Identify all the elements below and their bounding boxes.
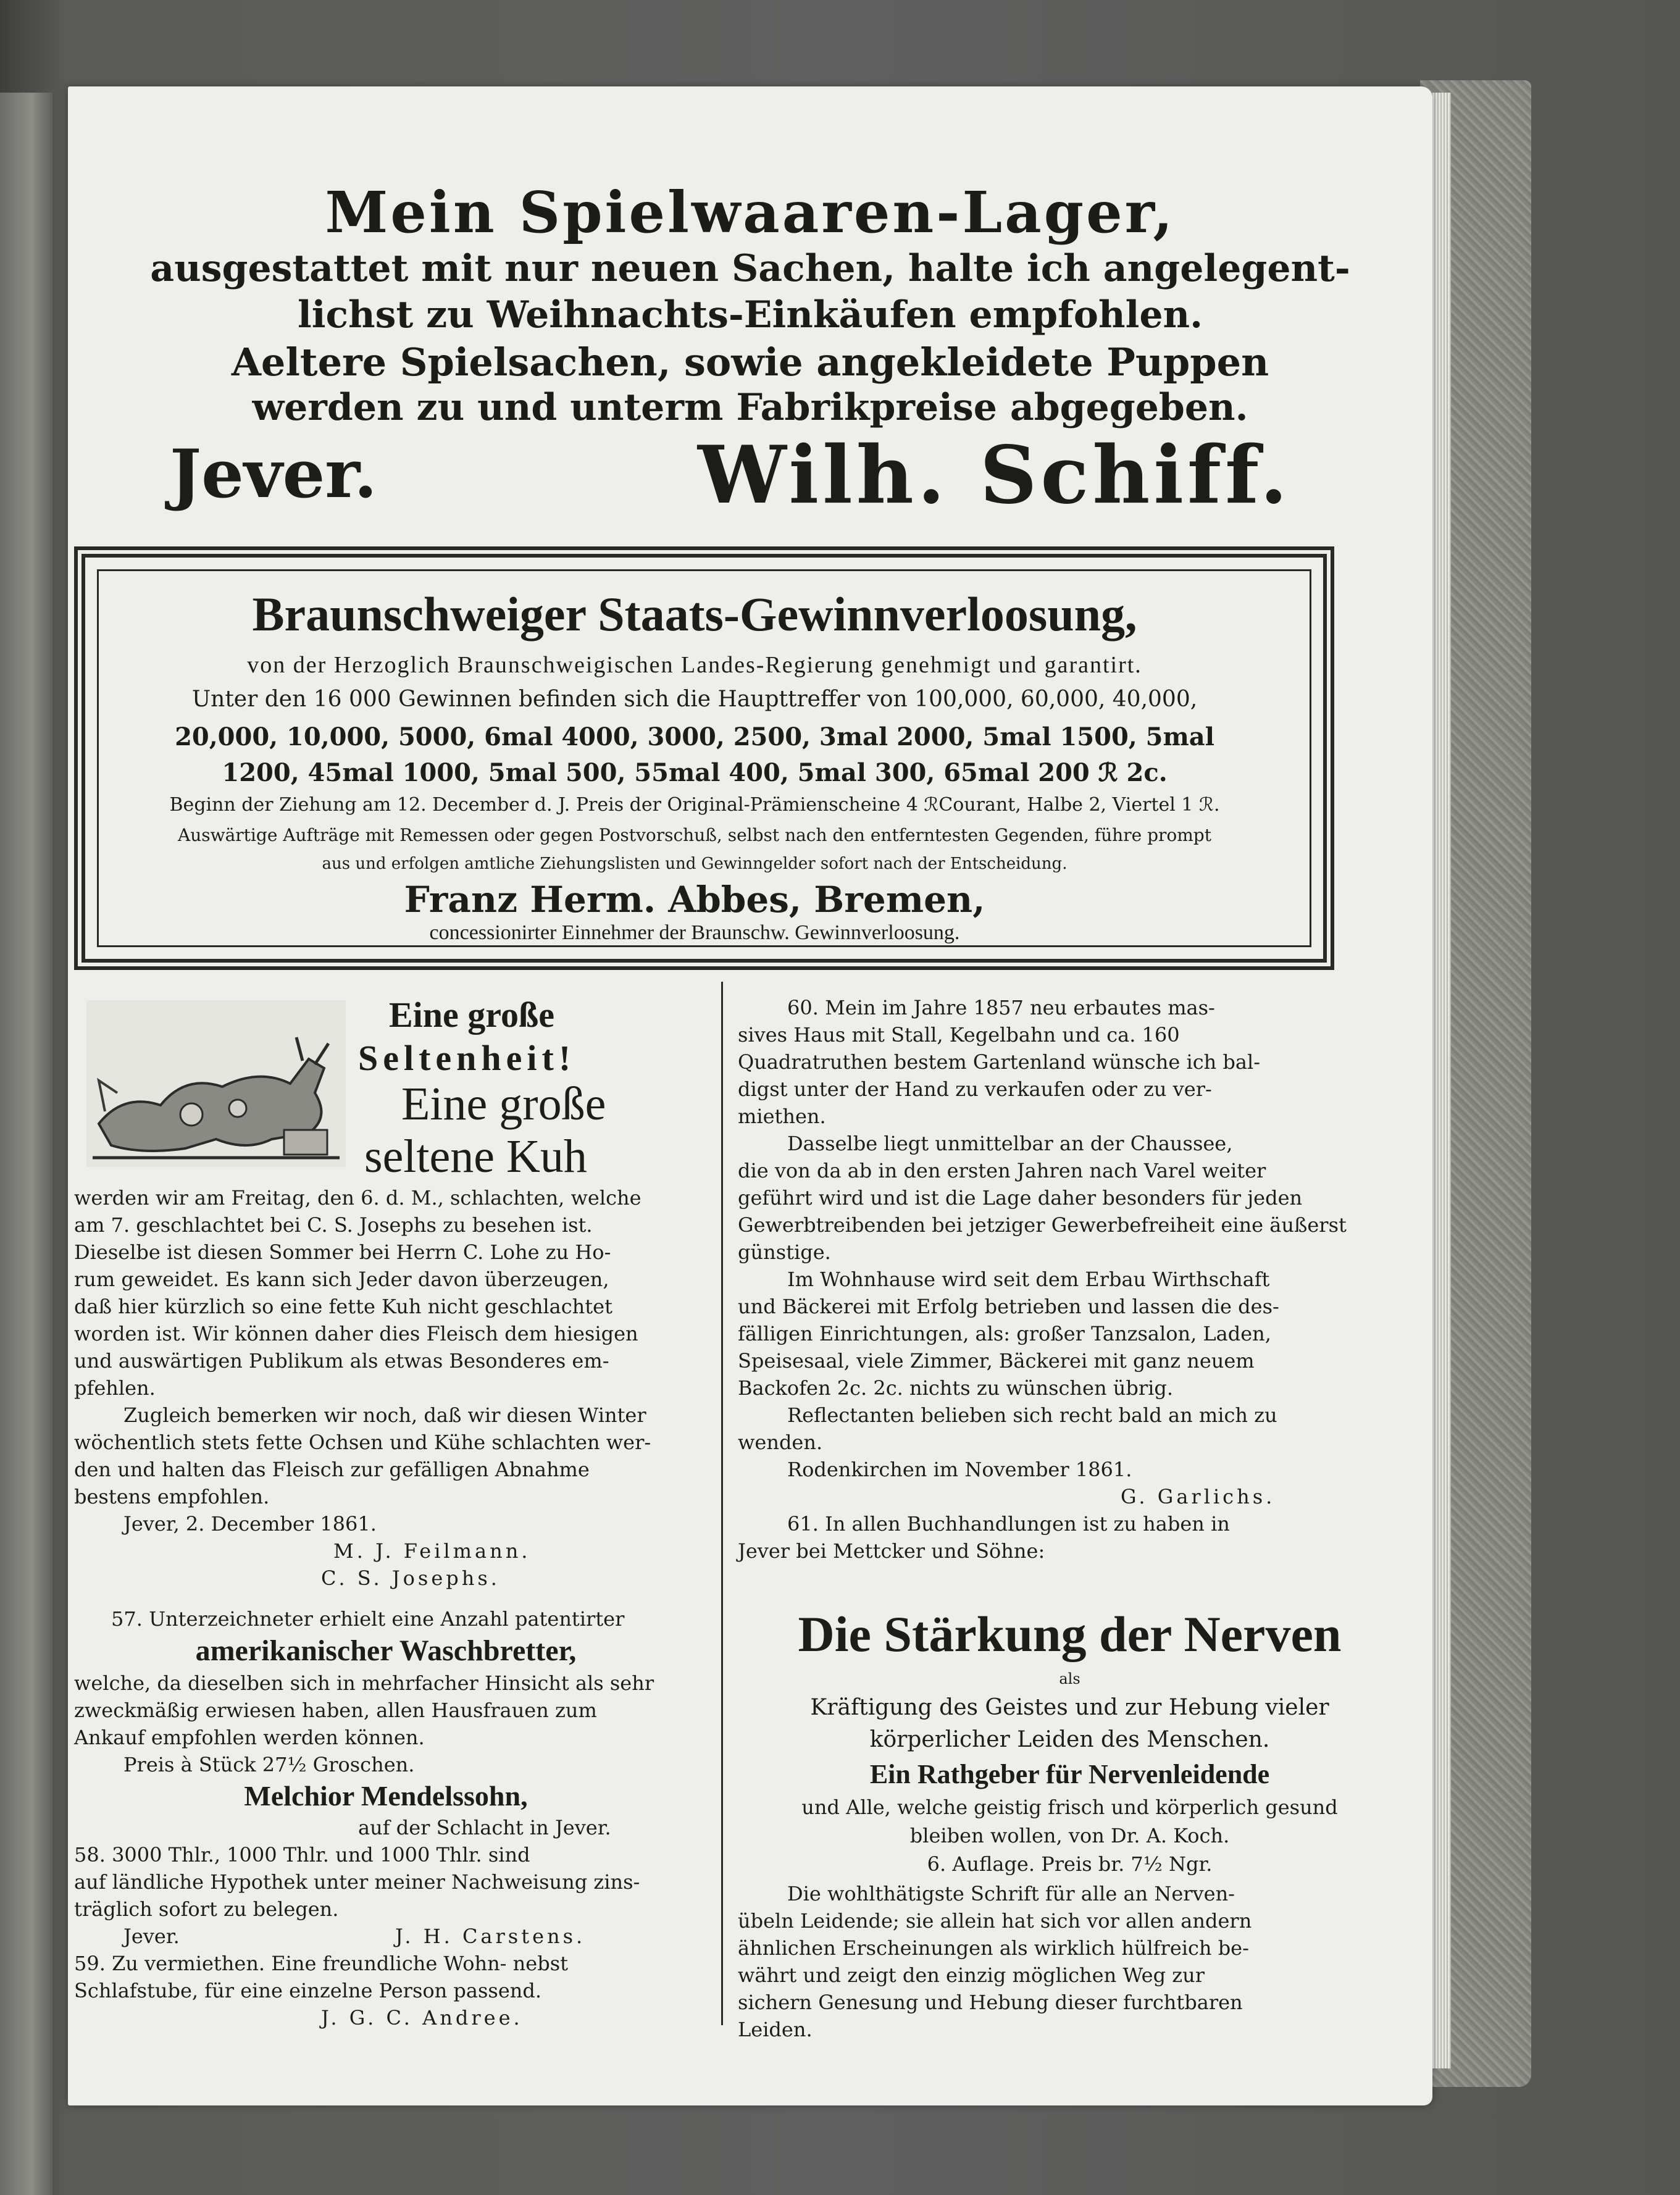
toy-ad-line: werden zu und unterm Fabrikpreise abgegeben. [252, 386, 1248, 429]
text-line: günstige. [738, 1240, 831, 1264]
column-divider [721, 982, 723, 2025]
text-line: Ankauf empfohlen werden können. [74, 1726, 425, 1749]
text-line: 58. 3000 Thlr., 1000 Thlr. und 1000 Thlr. sind [74, 1843, 530, 1867]
lottery-line: 1200, 45mal 1000, 5mal 500, 55mal 400, 5mal 300, 65mal 200 ℛ 2c. [222, 758, 1168, 787]
text-line: den und halten das Fleisch zur gefälligen Abnahme [74, 1458, 590, 1481]
text-line: Im Wohnhause wird seit dem Erbau Wirthschaft [787, 1268, 1270, 1291]
toy-ad-place: Jever. [170, 435, 377, 513]
text-line: Die wohlthätigste Schrift für alle an Nerven- [787, 1882, 1235, 1905]
text-line: wöchentlich stets fette Ochsen und Kühe schlachten wer- [74, 1431, 651, 1454]
book-heading: Ein Rathgeber für Nervenleidende [869, 1759, 1270, 1789]
date-line: Rodenkirchen im November 1861. [787, 1458, 1132, 1481]
text-line: werden wir am Freitag, den 6. d. M., schlachten, welche [74, 1186, 641, 1210]
book-title: Die Stärkung der Nerven [798, 1606, 1342, 1662]
date-line: Jever, 2. December 1861. [123, 1512, 377, 1536]
ad-57 [74, 1605, 698, 2031]
lottery-agent-name: Franz Herm. Abbes, Bremen, [404, 879, 985, 921]
text-line: geführt wird und ist die Lage daher besonders für jeden [738, 1186, 1303, 1210]
text-line: Gewerbtreibenden bei jetziger Gewerbefreiheit eine äußerst [738, 1213, 1347, 1237]
text-line: ähnlichen Erscheinungen als wirklich hülfreich be- [738, 1936, 1249, 1960]
text-line: auf der Schlacht in Jever. [358, 1816, 611, 1839]
toy-ad-heading: Mein Spielwaaren-Lager, [325, 179, 1176, 246]
toy-ad-line: lichst zu Weihnachts-Einkäufen empfohlen. [297, 293, 1203, 337]
book-left-edge [0, 93, 52, 2195]
text-line: 61. In allen Buchhandlungen ist zu haben in [787, 1512, 1230, 1536]
signature: Melchior Mendelssohn, [244, 1780, 528, 1812]
price-line: Preis à Stück 27½ Groschen. [123, 1753, 415, 1776]
lottery-agent-role: concessionirter Einnehmer der Braunschw. Gewinnverloosung. [429, 921, 960, 944]
lottery-line: von der Herzoglich Braunschweigischen Landes-Regierung genehmigt und garantirt. [247, 652, 1142, 678]
text-line: sives Haus mit Stall, Kegelbahn und ca. 160 [738, 1023, 1180, 1047]
cow-ad-body [74, 1184, 698, 1592]
text-line: die von da ab in den ersten Jahren nach Varel weiter [738, 1159, 1266, 1182]
text-line: pfehlen. [74, 1376, 156, 1400]
lottery-line: Auswärtige Aufträge mit Remessen oder gegen Postvorschuß, selbst nach den entferntesten Gegenden, führe prompt [178, 825, 1211, 845]
text-line: währt und zeigt den einzig möglichen Weg zur [738, 1963, 1205, 1987]
signature: M. J. Feilmann. [333, 1539, 531, 1563]
text-line: zweckmäßig erwiesen haben, allen Hausfrauen zum [74, 1699, 597, 1722]
book-subtitle [738, 1692, 1402, 1878]
text-line: und Alle, welche geistig frisch und körperlich gesund [801, 1796, 1338, 1819]
signature: J. G. C. Andree. [321, 2006, 523, 2030]
toy-ad-line: Aeltere Spielsachen, sowie angekleidete Puppen [231, 340, 1269, 385]
lottery-title: Braunschweiger Staats-Gewinnverloosung, [252, 587, 1137, 641]
signature: C. S. Josephs. [321, 1566, 500, 1590]
text-line: und Bäckerei mit Erfolg betrieben und lassen die des- [738, 1295, 1279, 1318]
text-line: und auswärtigen Publikum als etwas Besonderes em- [74, 1349, 609, 1373]
book-description [738, 1880, 1402, 2043]
lottery-line: Unter den 16 000 Gewinnen befinden sich die Haupttreffer von 100,000, 60,000, 40,000, [191, 687, 1198, 712]
price-line: 6. Auflage. Preis br. 7½ Ngr. [927, 1852, 1213, 1876]
cow-heading: Eine große [401, 1078, 606, 1130]
text-line: digst unter der Hand zu verkaufen oder zu ver- [738, 1077, 1212, 1101]
text-line: rum geweidet. Es kann sich Jeder davon überzeugen, [74, 1268, 609, 1291]
ad-60 [738, 994, 1402, 1565]
text-line: Jever bei Mettcker und Söhne: [738, 1539, 1045, 1563]
text-line: körperlicher Leiden des Menschen. [869, 1727, 1270, 1752]
text-line: sichern Genesung und Hebung dieser furchtbaren [738, 1991, 1243, 2014]
signature: G. Garlichs. [1121, 1485, 1276, 1508]
text-line: Kräftigung des Geistes und zur Hebung vieler [810, 1695, 1329, 1720]
lottery-line: Beginn der Ziehung am 12. December d. J. Preis der Original-Prämienscheine 4 ℛCourant, Halbe 2, Viertel 1 ℛ. [169, 794, 1220, 816]
lottery-line: aus und erfolgen amtliche Ziehungslisten und Gewinngelder sofort nach der Entscheidung. [322, 855, 1068, 873]
text-line: träglich sofort zu belegen. [74, 1897, 339, 1921]
text-line: 57. Unterzeichneter erhielt eine Anzahl patentirter [111, 1607, 625, 1631]
toy-ad-signature: Wilh. Schiff. [698, 429, 1292, 522]
text-line: Backofen 2c. 2c. nichts zu wünschen übrig. [738, 1376, 1174, 1400]
text-line: auf ländliche Hypothek unter meiner Nachweisung zins- [74, 1870, 640, 1894]
ad-57-heading: amerikanischer Waschbretter, [195, 1634, 577, 1667]
text-line: 60. Mein im Jahre 1857 neu erbautes mas- [787, 996, 1215, 1019]
text-line: Speisesaal, viele Zimmer, Bäckerei mit ganz neuem [738, 1349, 1255, 1373]
text-line: wenden. [738, 1431, 823, 1454]
text-line: als [1059, 1670, 1080, 1687]
cow-heading: Seltenheit! [358, 1038, 576, 1078]
text-line: 59. Zu vermiethen. Eine freundliche Wohn- nebst [74, 1952, 568, 1975]
text-line: bestens empfohlen. [74, 1485, 270, 1508]
text-line: worden ist. Wir können daher dies Fleisch dem hiesigen [74, 1322, 638, 1345]
text-line: Schlafstube, für eine einzelne Person passend. [74, 1979, 542, 2002]
text-line: Dasselbe liegt unmittelbar an der Chaussee, [787, 1132, 1233, 1155]
text-line: übeln Leidende; sie allein hat sich vor allen andern [738, 1909, 1252, 1933]
text-line: bleiben wollen, von Dr. A. Koch. [909, 1824, 1230, 1847]
text-line: am 7. geschlachtet bei C. S. Josephs zu besehen ist. [74, 1213, 593, 1237]
cow-heading: Eine große [389, 995, 554, 1035]
toy-ad-line: ausgestattet mit nur neuen Sachen, halte ich angelegent- [150, 247, 1350, 290]
text-line: Quadratruthen bestem Gartenland wünsche ich bal- [738, 1050, 1261, 1074]
text-line: Jever. [123, 1925, 180, 1948]
lottery-line: 20,000, 10,000, 5000, 6mal 4000, 3000, 2500, 3mal 2000, 5mal 1500, 5mal [175, 722, 1214, 751]
text-line: Reflectanten belieben sich recht bald an mich zu [787, 1403, 1277, 1427]
text-line: welche, da dieselben sich in mehrfacher Hinsicht als sehr [74, 1671, 654, 1695]
text-line: Dieselbe ist diesen Sommer bei Herrn C. Lohe zu Ho- [74, 1240, 611, 1264]
cow-heading: seltene Kuh [364, 1131, 587, 1182]
text-line: Zugleich bemerken wir noch, daß wir diesen Winter [123, 1403, 646, 1427]
cow-woodcut-image [86, 1000, 346, 1167]
text-line: miethen. [738, 1105, 826, 1128]
text-line: Leiden. [738, 2018, 813, 2041]
newspaper-page [68, 86, 1432, 2105]
text-line: daß hier kürzlich so eine fette Kuh nicht geschlachtet [74, 1295, 612, 1318]
signature: J. H. Carstens. [395, 1925, 586, 1948]
text-line: fälligen Einrichtungen, als: großer Tanzsalon, Laden, [738, 1322, 1271, 1345]
